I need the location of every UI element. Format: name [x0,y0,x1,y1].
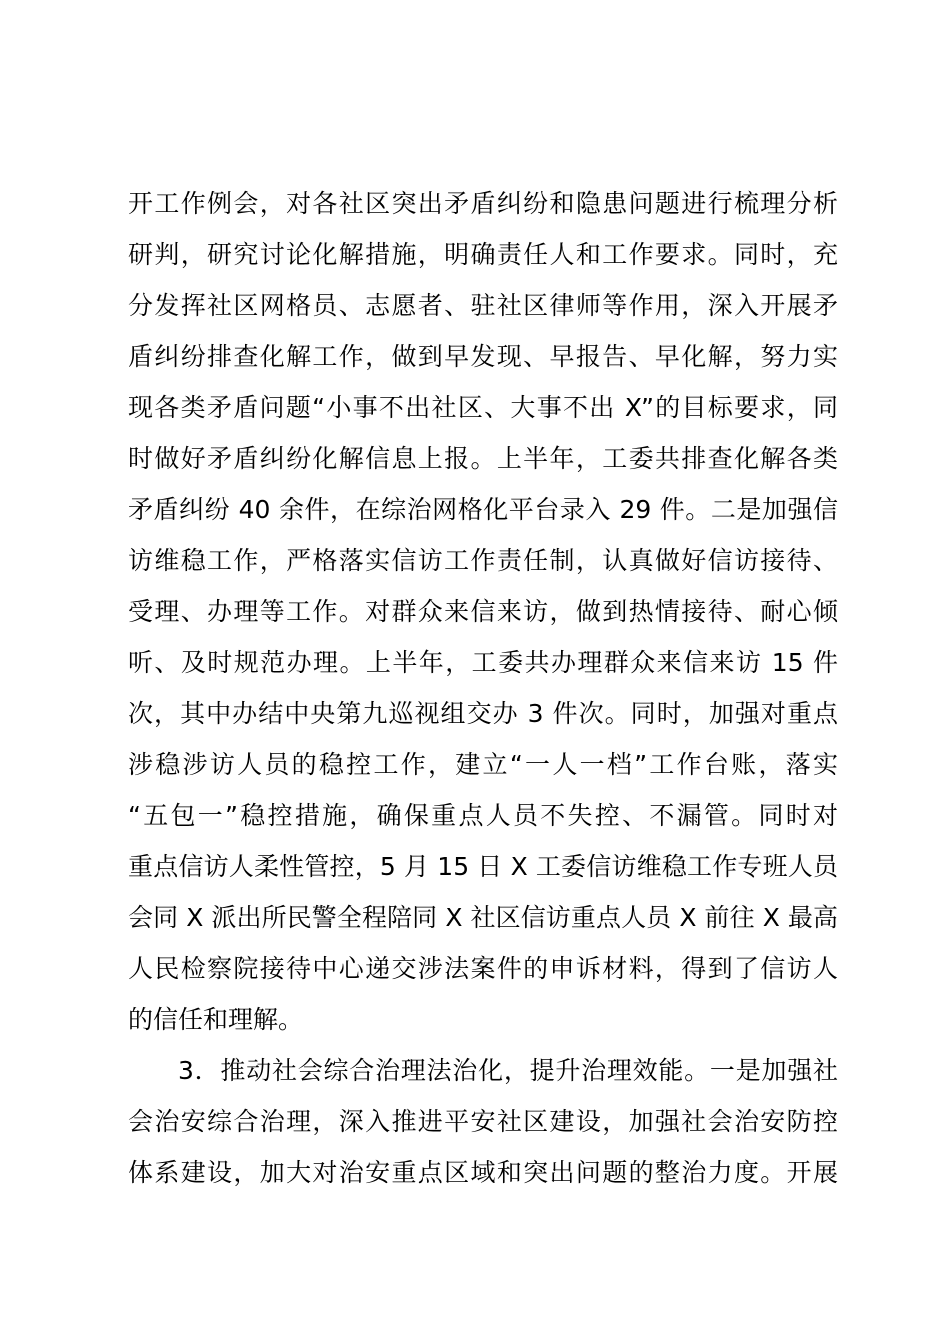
text-line: 访维稳工作，严格落实信访工作责任制，认真做好信访接待、 [128,546,838,575]
text-line: 次，其中办结中央第九巡视组交办 3 件次。同时，加强对重点 [128,699,838,728]
text-line: 听、及时规范办理。上半年，工委共办理群众来信来访 15 件 [128,648,838,677]
body-text [128,178,838,1198]
text-line: 受理、办理等工作。对群众来信来访，做到热情接待、耐心倾 [128,597,838,626]
text-line: 人民检察院接待中心递交涉法案件的申诉材料，得到了信访人 [128,954,838,983]
text-line: “五包一”稳控措施，确保重点人员不失控、不漏管。同时对 [128,801,838,830]
text-line: 开工作例会，对各社区突出矛盾纠纷和隐患问题进行梳理分析 [128,189,838,218]
text-line: 会同 X 派出所民警全程陪同 X 社区信访重点人员 X 前往 X 最高 [128,903,838,932]
text-line: 体系建设，加大对治安重点区域和突出问题的整治力度。开展 [128,1158,838,1187]
text-line: 涉稳涉访人员的稳控工作，建立“一人一档”工作台账，落实 [128,750,838,779]
section-heading-line: 3．推动社会综合治理法治化，提升治理效能。一是加强社 [178,1056,838,1085]
text-line: 的信任和理解。 [128,1005,304,1034]
text-line: 盾纠纷排查化解工作，做到早发现、早报告、早化解，努力实 [128,342,838,371]
text-line: 时做好矛盾纠纷化解信息上报。上半年，工委共排查化解各类 [128,444,838,473]
text-line: 重点信访人柔性管控，5 月 15 日 X 工委信访维稳工作专班人员 [128,852,838,881]
text-line: 分发挥社区网格员、志愿者、驻社区律师等作用，深入开展矛 [128,291,838,320]
text-line: 矛盾纠纷 40 余件，在综治网格化平台录入 29 件。二是加强信 [128,495,838,524]
text-line: 会治安综合治理，深入推进平安社区建设，加强社会治安防控 [128,1107,838,1136]
text-line: 研判，研究讨论化解措施，明确责任人和工作要求。同时，充 [128,240,838,269]
text-line: 现各类矛盾问题“小事不出社区、大事不出 X”的目标要求，同 [128,393,838,422]
